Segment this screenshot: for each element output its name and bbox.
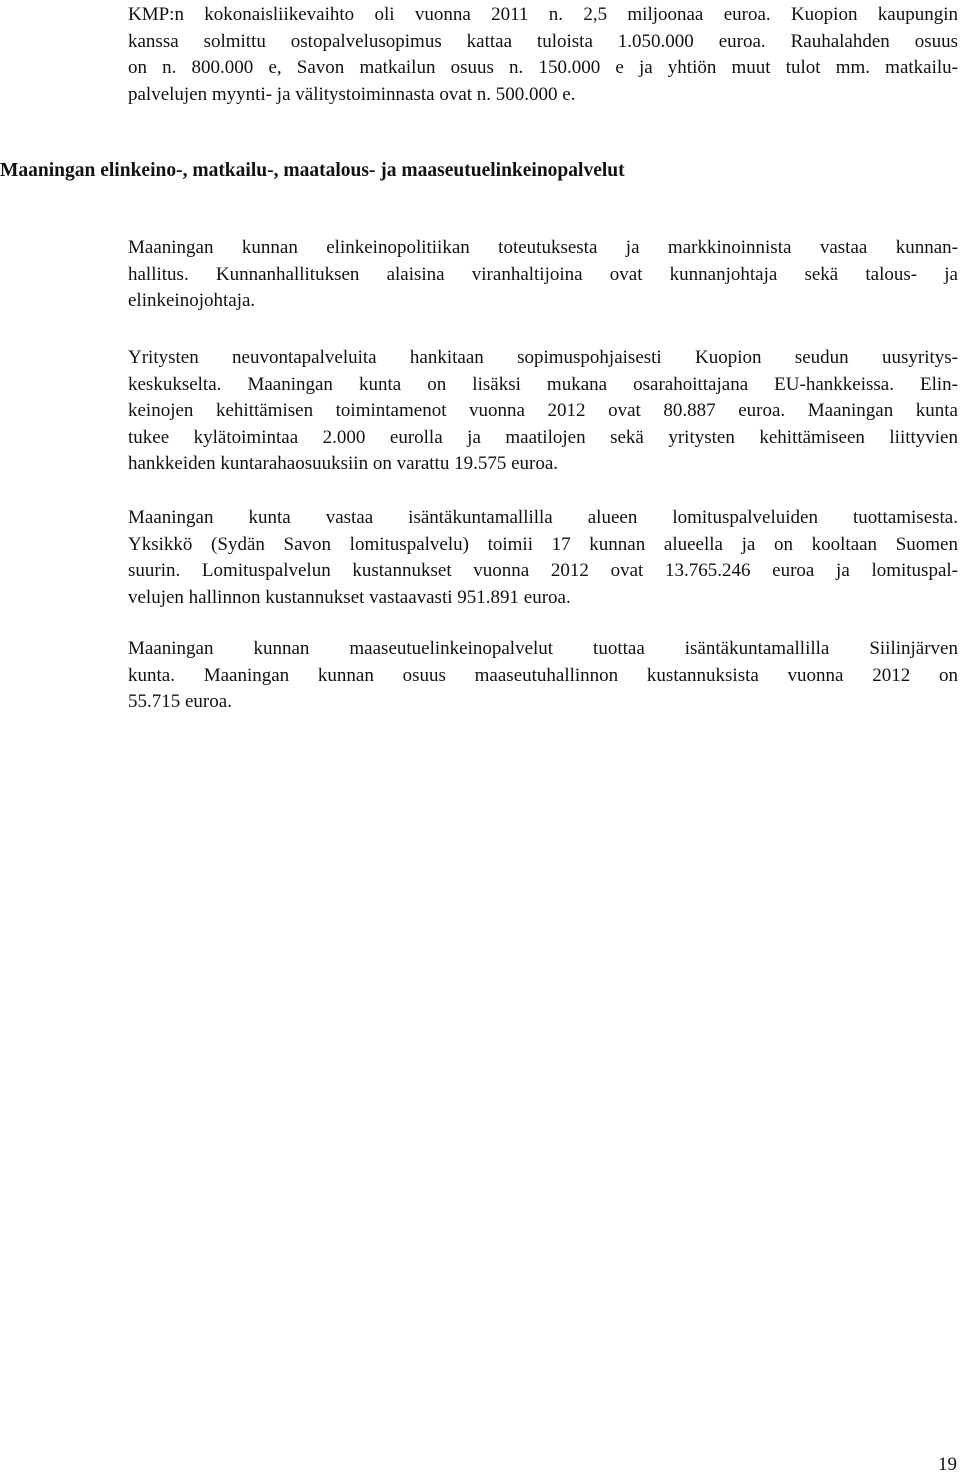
text-line: on n. 800.000 e, Savon matkailun osuus n. 150.000 e ja yhtiön muut tulot mm. matkailu-	[128, 57, 958, 78]
body-paragraph	[128, 345, 958, 478]
text-line: keskukselta. Maaningan kunta on lisäksi mukana osarahoittajana EU-hankkeissa. Elin-	[128, 373, 958, 395]
text-line: palvelujen myynti- ja välitystoiminnasta ovat n. 500.000 e.	[128, 83, 576, 105]
text-line: Maaningan kunnan elinkeinopolitiikan toteutuksesta ja markkinoinnista vastaa kunnan-	[128, 237, 958, 258]
body-paragraph	[128, 235, 958, 315]
text-line: hallitus. Kunnanhallituksen alaisina viranhaltijoina ovat kunnanjohtaja sekä talous- ja	[128, 263, 958, 285]
text-line: 55.715 euroa.	[128, 691, 232, 712]
section-heading: Maaningan elinkeino-, matkailu-, maatalous- ja maaseutuelinkeinopalvelut	[0, 160, 625, 181]
text-line: kunta. Maaningan kunnan osuus maaseutuhallinnon kustannuksista vuonna 2012 on	[128, 664, 958, 686]
text-line: velujen hallinnon kustannukset vastaavasti 951.891 euroa.	[128, 586, 571, 608]
text-line: suurin. Lomituspalvelun kustannukset vuonna 2012 ovat 13.765.246 euroa ja lomituspal-	[128, 560, 958, 581]
text-line: keinojen kehittämisen toimintamenot vuonna 2012 ovat 80.887 euroa. Maaningan kunta	[128, 400, 958, 421]
text-line: kanssa solmittu ostopalvelusopimus kattaa tuloista 1.050.000 euroa. Rauhalahden osuus	[128, 30, 958, 52]
text-line: KMP:n kokonaisliikevaihto oli vuonna 2011 n. 2,5 miljoonaa euroa. Kuopion kaupungin	[128, 4, 958, 25]
text-line: Yritysten neuvontapalveluita hankitaan sopimuspohjaisesti Kuopion seudun uusyritys-	[128, 347, 958, 368]
intro-paragraph	[128, 2, 958, 108]
text-line: hankkeiden kuntarahaosuuksiin on varattu 19.575 euroa.	[128, 453, 559, 474]
text-line: Yksikkö (Sydän Savon lomituspalvelu) toimii 17 kunnan alueella ja on kooltaan Suomen	[128, 533, 958, 555]
body-paragraph	[128, 636, 958, 716]
page-number: 19	[938, 1454, 957, 1475]
text-line: Maaningan kunnan maaseutuelinkeinopalvelut tuottaa isäntäkuntamallilla Siilinjärven	[128, 638, 958, 659]
text-line: tukee kylätoimintaa 2.000 eurolla ja maatilojen sekä yritysten kehittämiseen liittyvien	[128, 426, 958, 448]
text-line: Maaningan kunta vastaa isäntäkuntamallilla alueen lomituspalveluiden tuottamisesta.	[128, 507, 958, 528]
body-paragraph	[128, 505, 958, 611]
text-line: elinkeinojohtaja.	[128, 290, 256, 311]
